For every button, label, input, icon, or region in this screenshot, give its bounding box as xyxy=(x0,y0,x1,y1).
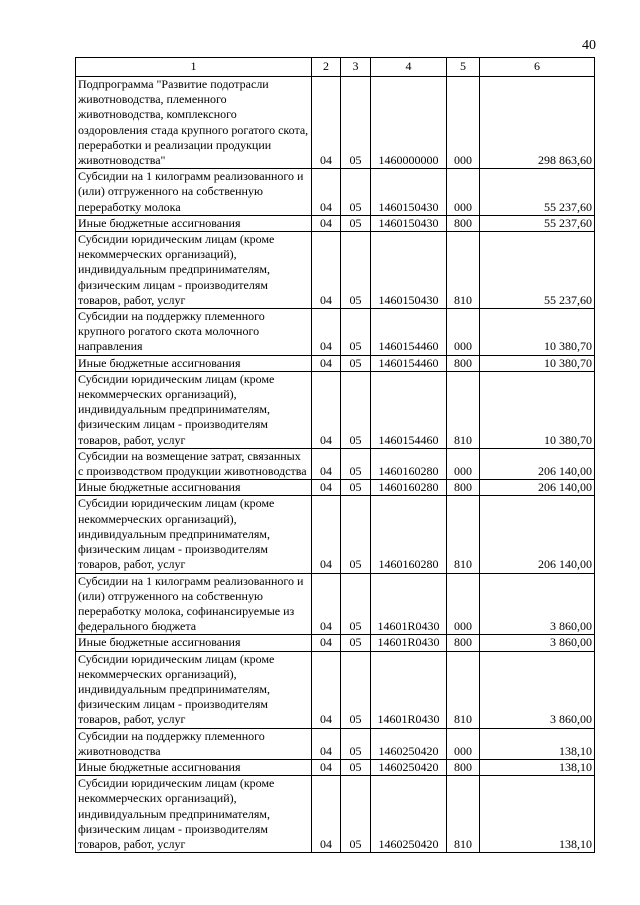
row-expense-type-cell: 810 xyxy=(447,651,480,728)
row-section-cell: 04 xyxy=(312,355,341,371)
table-row xyxy=(76,77,595,169)
row-subsection-cell: 05 xyxy=(341,355,371,371)
table-row xyxy=(76,728,595,759)
row-name-cell: Иные бюджетные ассигнования xyxy=(76,215,312,231)
row-amount-cell: 3 860,00 xyxy=(480,651,595,728)
row-amount-cell: 206 140,00 xyxy=(480,448,595,479)
row-amount-cell: 298 863,60 xyxy=(480,77,595,169)
row-name-cell: Субсидии юридическим лицам (кроме некоммерческих организаций), индивидуальным предпринимателям, физическим лицам - производителям товаров, работ, услуг xyxy=(76,232,312,309)
header-cell-3: 3 xyxy=(341,58,371,77)
row-name-cell: Субсидии на возмещение затрат, связанных с производством продукции животноводства xyxy=(76,448,312,479)
row-name-cell: Субсидии юридическим лицам (кроме некоммерческих организаций), индивидуальным предпринимателям, физическим лицам - производителям товаров, работ, услуг xyxy=(76,496,312,573)
row-target-article-cell: 1460154460 xyxy=(371,355,447,371)
row-target-article-cell: 1460250420 xyxy=(371,776,447,853)
table-row xyxy=(76,371,595,448)
table-row xyxy=(76,232,595,309)
header-cell-1: 1 xyxy=(76,58,312,77)
row-subsection-cell: 05 xyxy=(341,448,371,479)
row-amount-cell: 3 860,00 xyxy=(480,635,595,651)
row-amount-cell: 55 237,60 xyxy=(480,215,595,231)
row-amount-cell: 55 237,60 xyxy=(480,232,595,309)
row-name-cell: Иные бюджетные ассигнования xyxy=(76,355,312,371)
row-subsection-cell: 05 xyxy=(341,371,371,448)
table-row xyxy=(76,355,595,371)
row-subsection-cell: 05 xyxy=(341,759,371,775)
row-expense-type-cell: 800 xyxy=(447,480,480,496)
row-target-article-cell: 1460250420 xyxy=(371,759,447,775)
table-row xyxy=(76,309,595,356)
row-expense-type-cell: 000 xyxy=(447,728,480,759)
row-section-cell: 04 xyxy=(312,371,341,448)
row-section-cell: 04 xyxy=(312,215,341,231)
row-amount-cell: 3 860,00 xyxy=(480,573,595,635)
row-name-cell: Субсидии на поддержку племенного животноводства xyxy=(76,728,312,759)
row-subsection-cell: 05 xyxy=(341,496,371,573)
row-target-article-cell: 1460250420 xyxy=(371,728,447,759)
row-amount-cell: 10 380,70 xyxy=(480,309,595,356)
row-name-cell: Субсидии юридическим лицам (кроме некоммерческих организаций), индивидуальным предпринимателям, физическим лицам - производителям товаров, работ, услуг xyxy=(76,776,312,853)
row-section-cell: 04 xyxy=(312,480,341,496)
row-name-cell: Субсидии на 1 килограмм реализованного и (или) отгруженного на собственную переработку молока, софинансируемые из федерального бюджета xyxy=(76,573,312,635)
table-body xyxy=(76,77,595,853)
row-expense-type-cell: 800 xyxy=(447,635,480,651)
header-cell-5: 5 xyxy=(447,58,480,77)
row-subsection-cell: 05 xyxy=(341,232,371,309)
header-cell-4: 4 xyxy=(371,58,447,77)
row-target-article-cell: 14601R0430 xyxy=(371,573,447,635)
table-row xyxy=(76,496,595,573)
row-subsection-cell: 05 xyxy=(341,728,371,759)
row-amount-cell: 10 380,70 xyxy=(480,355,595,371)
row-target-article-cell: 1460160280 xyxy=(371,480,447,496)
table-row xyxy=(76,169,595,216)
row-amount-cell: 206 140,00 xyxy=(480,496,595,573)
row-section-cell: 04 xyxy=(312,635,341,651)
row-section-cell: 04 xyxy=(312,776,341,853)
row-name-cell: Иные бюджетные ассигнования xyxy=(76,759,312,775)
row-target-article-cell: 1460154460 xyxy=(371,309,447,356)
row-subsection-cell: 05 xyxy=(341,215,371,231)
row-target-article-cell: 1460150430 xyxy=(371,169,447,216)
row-expense-type-cell: 000 xyxy=(447,573,480,635)
row-subsection-cell: 05 xyxy=(341,77,371,169)
table-row xyxy=(76,651,595,728)
row-section-cell: 04 xyxy=(312,169,341,216)
row-name-cell: Субсидии юридическим лицам (кроме некоммерческих организаций), индивидуальным предпринимателям, физическим лицам - производителям товаров, работ, услуг xyxy=(76,651,312,728)
row-section-cell: 04 xyxy=(312,448,341,479)
row-section-cell: 04 xyxy=(312,309,341,356)
row-target-article-cell: 1460150430 xyxy=(371,215,447,231)
row-subsection-cell: 05 xyxy=(341,169,371,216)
row-subsection-cell: 05 xyxy=(341,573,371,635)
header-cell-2: 2 xyxy=(312,58,341,77)
row-target-article-cell: 1460000000 xyxy=(371,77,447,169)
row-section-cell: 04 xyxy=(312,77,341,169)
row-name-cell: Субсидии на поддержку племенного крупного рогатого скота молочного направления xyxy=(76,309,312,356)
row-target-article-cell: 14601R0430 xyxy=(371,651,447,728)
row-subsection-cell: 05 xyxy=(341,635,371,651)
table-row xyxy=(76,776,595,853)
table-row xyxy=(76,448,595,479)
row-target-article-cell: 1460160280 xyxy=(371,448,447,479)
row-subsection-cell: 05 xyxy=(341,776,371,853)
row-expense-type-cell: 000 xyxy=(447,448,480,479)
row-section-cell: 04 xyxy=(312,759,341,775)
row-target-article-cell: 1460154460 xyxy=(371,371,447,448)
row-name-cell: Подпрограмма "Развитие подотрасли животноводства, племенного животноводства, комплексного оздоровления стада крупного рогатого скота, переработки и реализации продукции животноводства" xyxy=(76,77,312,169)
row-amount-cell: 55 237,60 xyxy=(480,169,595,216)
table-row xyxy=(76,215,595,231)
table-row xyxy=(76,573,595,635)
row-name-cell: Субсидии на 1 килограмм реализованного и (или) отгруженного на собственную переработку молока xyxy=(76,169,312,216)
table-row xyxy=(76,759,595,775)
row-name-cell: Субсидии юридическим лицам (кроме некоммерческих организаций), индивидуальным предпринимателям, физическим лицам - производителям товаров, работ, услуг xyxy=(76,371,312,448)
row-target-article-cell: 14601R0430 xyxy=(371,635,447,651)
row-section-cell: 04 xyxy=(312,496,341,573)
row-amount-cell: 138,10 xyxy=(480,728,595,759)
row-name-cell: Иные бюджетные ассигнования xyxy=(76,635,312,651)
row-expense-type-cell: 800 xyxy=(447,355,480,371)
row-section-cell: 04 xyxy=(312,573,341,635)
row-target-article-cell: 1460150430 xyxy=(371,232,447,309)
row-subsection-cell: 05 xyxy=(341,309,371,356)
row-expense-type-cell: 810 xyxy=(447,776,480,853)
row-name-cell: Иные бюджетные ассигнования xyxy=(76,480,312,496)
row-expense-type-cell: 800 xyxy=(447,215,480,231)
row-section-cell: 04 xyxy=(312,232,341,309)
row-amount-cell: 206 140,00 xyxy=(480,480,595,496)
budget-table xyxy=(75,57,595,853)
row-section-cell: 04 xyxy=(312,728,341,759)
row-target-article-cell: 1460160280 xyxy=(371,496,447,573)
row-subsection-cell: 05 xyxy=(341,480,371,496)
row-expense-type-cell: 810 xyxy=(447,496,480,573)
row-amount-cell: 138,10 xyxy=(480,759,595,775)
row-expense-type-cell: 810 xyxy=(447,371,480,448)
header-cell-6: 6 xyxy=(480,58,595,77)
row-subsection-cell: 05 xyxy=(341,651,371,728)
row-expense-type-cell: 000 xyxy=(447,309,480,356)
page-number: 40 xyxy=(582,38,596,53)
row-expense-type-cell: 000 xyxy=(447,169,480,216)
row-section-cell: 04 xyxy=(312,651,341,728)
row-amount-cell: 138,10 xyxy=(480,776,595,853)
row-expense-type-cell: 800 xyxy=(447,759,480,775)
row-expense-type-cell: 810 xyxy=(447,232,480,309)
header-row xyxy=(76,58,595,77)
row-amount-cell: 10 380,70 xyxy=(480,371,595,448)
table-row xyxy=(76,635,595,651)
row-expense-type-cell: 000 xyxy=(447,77,480,169)
table-row xyxy=(76,480,595,496)
